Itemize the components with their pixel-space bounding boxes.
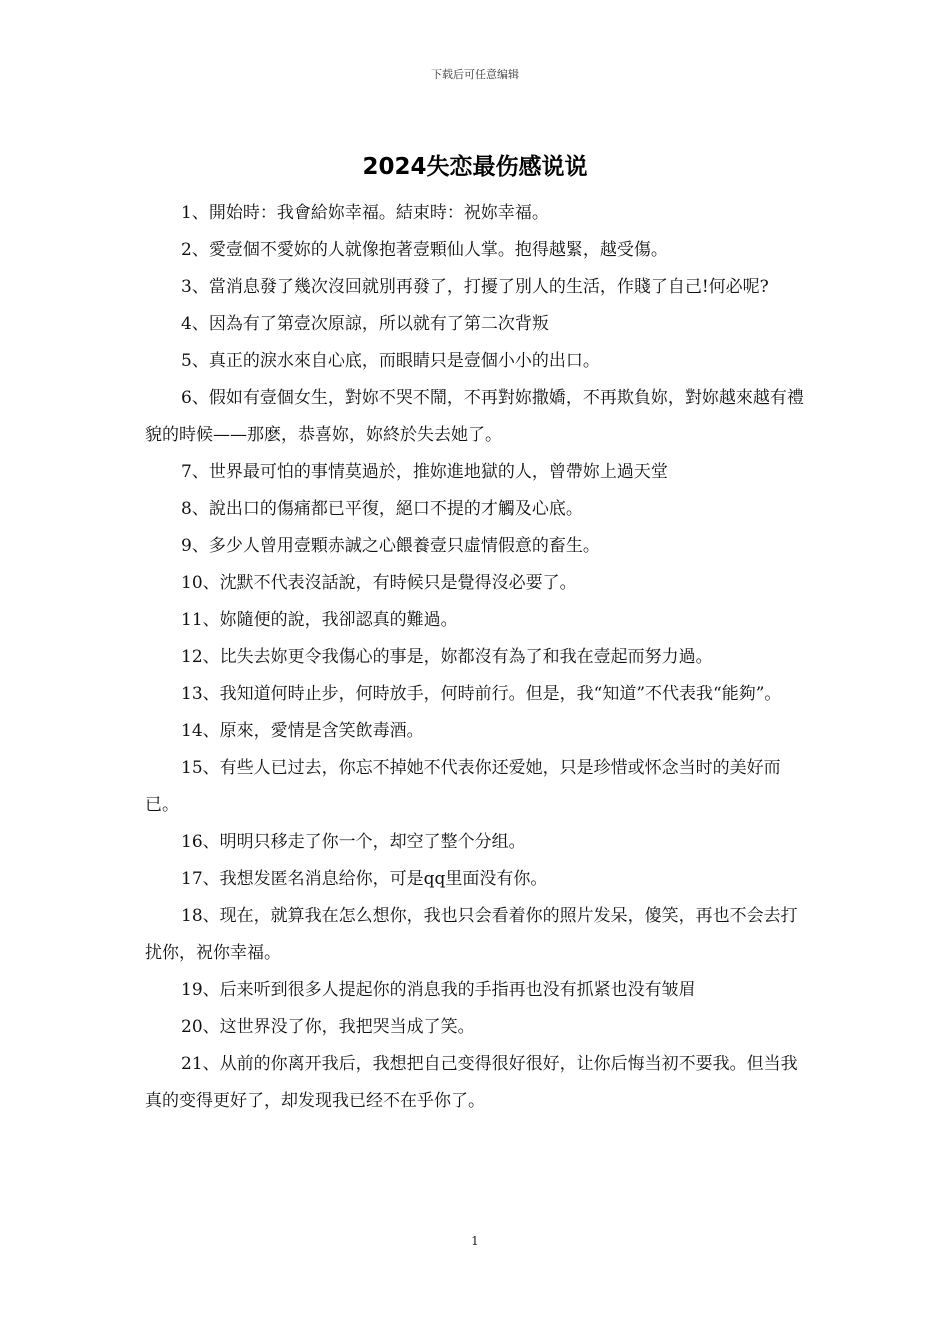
page-number: 1	[471, 1234, 479, 1248]
paragraph-5: 5、真正的淚水來自心底，而眼睛只是壹個小小的出口。	[181, 351, 600, 371]
paragraph-19: 19、后来听到很多人提起你的消息我的手指再也没有抓紧也没有皱眉	[181, 980, 696, 1000]
paragraph-21: 21、从前的你离开我后，我想把自己变得很好很好，让你后悔当初不要我。但当我真的变得更好了，却发现我已经不在乎你了。	[145, 1054, 798, 1111]
paragraph-3: 3、當消息發了幾次沒回就別再發了，打擾了別人的生活，作賤了自己!何必呢?	[181, 277, 769, 297]
paragraph-12: 12、比失去妳更令我傷心的事是，妳都沒有為了和我在壹起而努力過。	[181, 647, 713, 667]
paragraph-16: 16、明明只移走了你一个，却空了整个分组。	[181, 832, 526, 852]
paragraph-13: 13、我知道何時止步，何時放手，何時前行。但是，我“知道”不代表我“能夠”。	[181, 684, 782, 704]
paragraph-9: 9、多少人曾用壹顆赤誠之心餵養壹只虛情假意的畜生。	[181, 536, 600, 556]
paragraph-2: 2、愛壹個不愛妳的人就像抱著壹顆仙人掌。抱得越緊，越受傷。	[181, 240, 668, 260]
paragraph-4: 4、因為有了第壹次原諒，所以就有了第二次背叛	[181, 314, 549, 334]
page-header-note: 下载后可任意编辑	[431, 68, 519, 81]
paragraph-20: 20、这世界没了你，我把哭当成了笑。	[181, 1017, 475, 1037]
paragraph-11: 11、妳隨便的說，我卻認真的難過。	[181, 610, 458, 630]
paragraph-15: 15、有些人已过去，你忘不掉她不代表你还爱她，只是珍惜或怀念当时的美好而已。	[145, 758, 781, 815]
paragraph-8: 8、說出口的傷痛都已平復，絕口不提的才觸及心底。	[181, 499, 583, 519]
paragraph-1: 1、開始時：我會給妳幸福。結束時：祝妳幸福。	[181, 203, 549, 223]
page-title: 2024失恋最伤感说说	[362, 154, 588, 180]
paragraph-10: 10、沈默不代表沒話說，有時候只是覺得沒必要了。	[181, 573, 577, 593]
paragraph-17: 17、我想发匿名消息给你，可是qq里面没有你。	[181, 869, 548, 889]
paragraph-6: 6、假如有壹個女生，對妳不哭不鬧，不再對妳撒嬌，不再欺負妳，對妳越來越有禮貌的時候——那麽，恭喜妳，妳終於失去她了。	[145, 388, 804, 445]
paragraph-7: 7、世界最可怕的事情莫過於，推妳進地獄的人，曾帶妳上過天堂	[181, 462, 668, 482]
paragraph-14: 14、原來，愛情是含笑飲毒酒。	[181, 721, 424, 741]
paragraph-18: 18、现在，就算我在怎么想你，我也只会看着你的照片发呆，傻笑，再也不会去打扰你，祝你幸福。	[145, 906, 798, 963]
document-body	[145, 195, 809, 1120]
